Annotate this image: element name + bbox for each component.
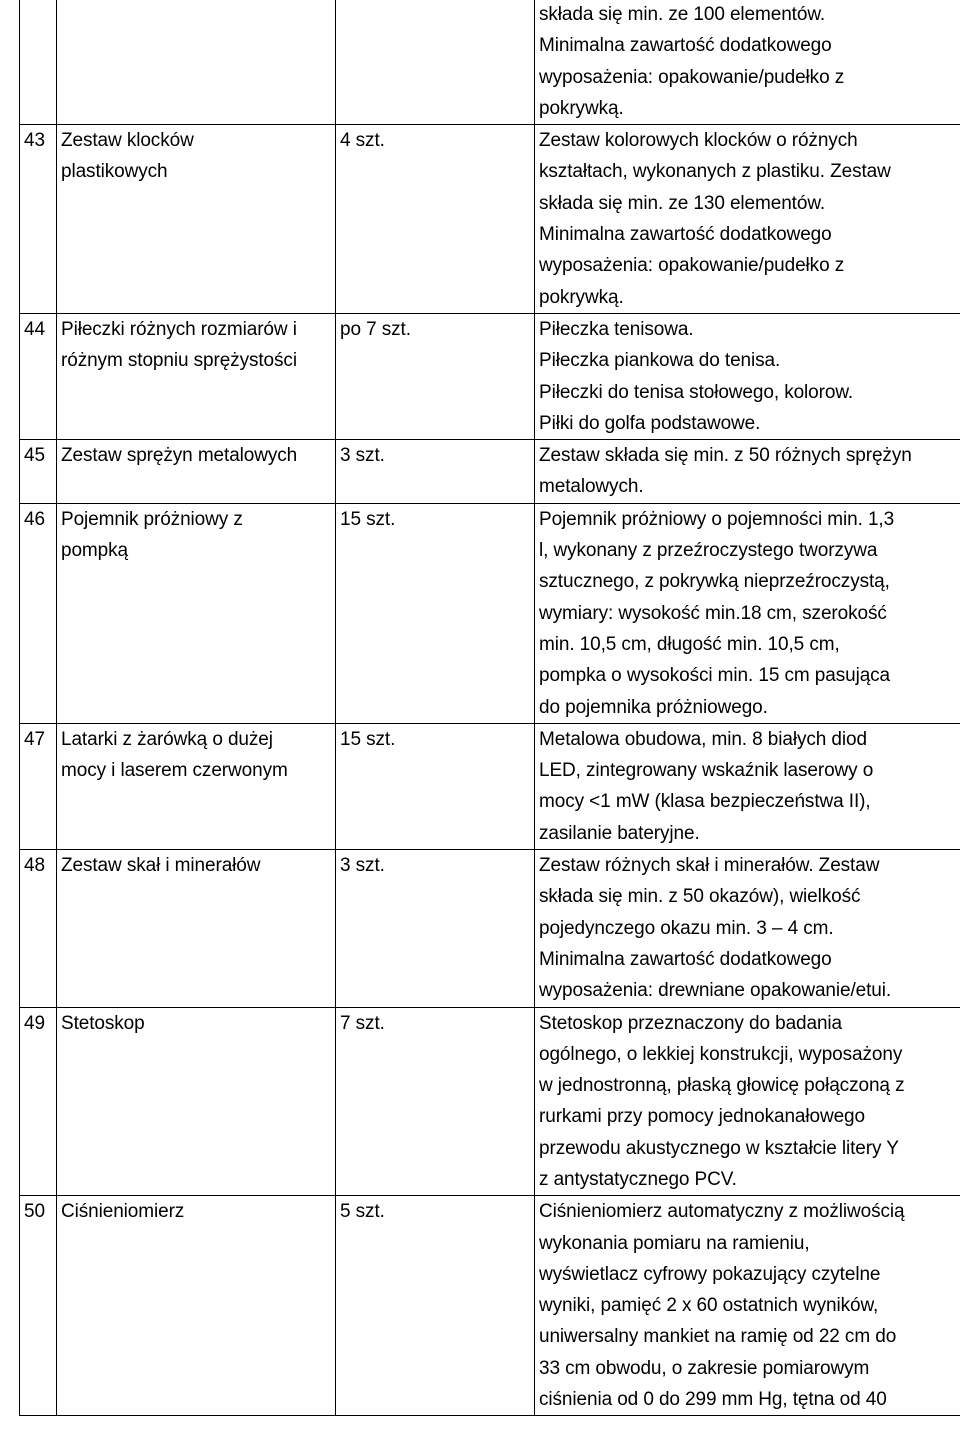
item-name: Stetoskop (57, 1007, 336, 1196)
item-description: Zestaw składa się min. z 50 różnych sprężyn metalowych. (535, 440, 960, 504)
item-description: Metalowa obudowa, min. 8 białych diod LED, zintegrowany wskaźnik laserowy o mocy <1 mW (klasa bezpieczeństwa II), zasilanie bateryjne. (535, 723, 960, 849)
item-name: Latarki z żarówką o dużej mocy i laserem czerwonym (57, 723, 336, 849)
table-row (20, 503, 960, 723)
item-quantity: 4 szt. (336, 125, 535, 314)
table-row (20, 850, 960, 1007)
item-quantity: 3 szt. (336, 440, 535, 504)
row-number: 44 (20, 313, 57, 439)
item-name (57, 0, 336, 125)
item-description: Pojemnik próżniowy o pojemności min. 1,3 l, wykonany z przeźroczystego tworzywa sztucznego, z pokrywką nieprzeźroczystą, wymiary: wysokość min.18 cm, szerokość min. 10,5 cm, długość min. 10,5 cm, pompka o wysokości min. 15 cm pasująca do pojemnika próżniowego. (535, 503, 960, 723)
item-description: Piłeczka tenisowa. Piłeczka piankowa do tenisa. Piłeczki do tenisa stołowego, kolorow. Piłki do golfa podstawowe. (535, 313, 960, 439)
equipment-table (19, 0, 960, 1416)
row-number: 47 (20, 723, 57, 849)
row-number: 45 (20, 440, 57, 504)
row-number: 48 (20, 850, 57, 1007)
item-description: Zestaw różnych skał i minerałów. Zestaw składa się min. z 50 okazów), wielkość pojedynczego okazu min. 3 – 4 cm. Minimalna zawartość dodatkowego wyposażenia: drewniane opakowanie/etui. (535, 850, 960, 1007)
item-quantity: po 7 szt. (336, 313, 535, 439)
item-name: Piłeczki różnych rozmiarów i różnym stopniu sprężystości (57, 313, 336, 439)
table-row (20, 440, 960, 504)
table-row (20, 313, 960, 439)
table-row (20, 0, 960, 125)
item-description: Stetoskop przeznaczony do badania ogólnego, o lekkiej konstrukcji, wyposażony w jednostronną, płaską głowicę połączoną z rurkami przy pomocy jednokanałowego przewodu akustycznego w kształcie litery Y z antystatycznego PCV. (535, 1007, 960, 1196)
item-name: Zestaw sprężyn metalowych (57, 440, 336, 504)
item-description: Ciśnieniomierz automatyczny z możliwością wykonania pomiaru na ramieniu, wyświetlacz cyfrowy pokazujący czytelne wyniki, pamięć 2 x 60 ostatnich wyników, uniwersalny mankiet na ramię od 22 cm do 33 cm obwodu, o zakresie pomiarowym ciśnienia od 0 do 299 mm Hg, tętna od 40 (535, 1196, 960, 1416)
table-row (20, 125, 960, 314)
item-quantity (336, 0, 535, 125)
table-row (20, 1007, 960, 1196)
row-number (20, 0, 57, 125)
row-number: 43 (20, 125, 57, 314)
item-quantity: 15 szt. (336, 723, 535, 849)
item-description: Zestaw kolorowych klocków o różnych kształtach, wykonanych z plastiku. Zestaw składa się min. ze 130 elementów. Minimalna zawartość dodatkowego wyposażenia: opakowanie/pudełko z pokrywką. (535, 125, 960, 314)
row-number: 50 (20, 1196, 57, 1416)
row-number: 49 (20, 1007, 57, 1196)
item-name: Zestaw skał i minerałów (57, 850, 336, 1007)
item-quantity: 7 szt. (336, 1007, 535, 1196)
item-name: Pojemnik próżniowy z pompką (57, 503, 336, 723)
item-name: Zestaw klocków plastikowych (57, 125, 336, 314)
item-quantity: 15 szt. (336, 503, 535, 723)
table-row (20, 1196, 960, 1416)
item-quantity: 5 szt. (336, 1196, 535, 1416)
item-description: składa się min. ze 100 elementów. Minimalna zawartość dodatkowego wyposażenia: opakowanie/pudełko z pokrywką. (535, 0, 960, 125)
item-quantity: 3 szt. (336, 850, 535, 1007)
row-number: 46 (20, 503, 57, 723)
table-row (20, 723, 960, 849)
item-name: Ciśnieniomierz (57, 1196, 336, 1416)
